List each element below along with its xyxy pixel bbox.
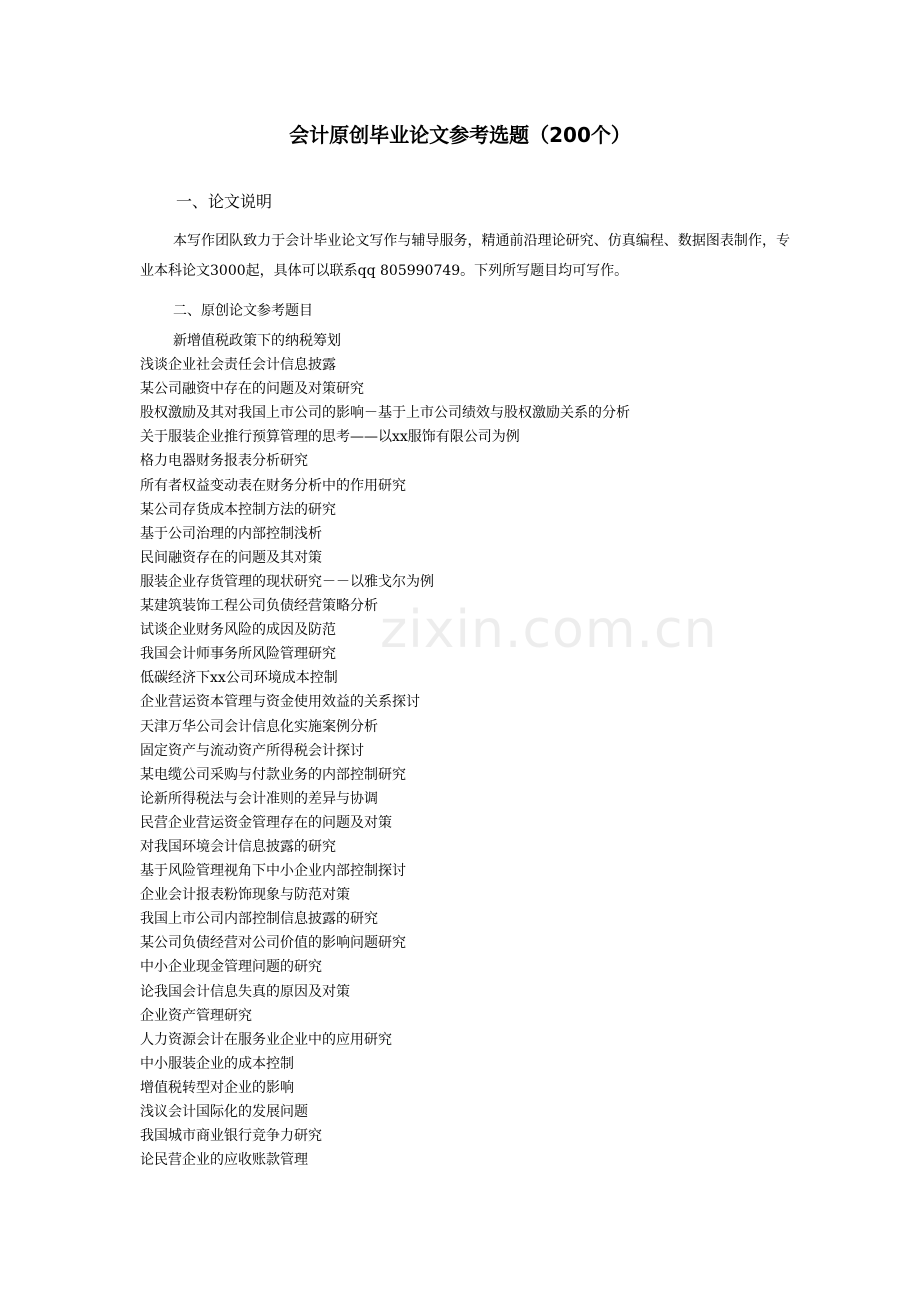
topic-item: 中小企业现金管理问题的研究 xyxy=(140,959,322,976)
topic-item: 基于公司治理的内部控制浅析 xyxy=(140,525,322,542)
topic-item: 论我国会计信息失真的原因及对策 xyxy=(140,983,350,1000)
topic-item: 民营企业营运资金管理存在的问题及对策 xyxy=(140,814,392,831)
intro-paragraph: 本写作团队致力于会计毕业论文写作与辅导服务，精通前沿理论研究、仿真编程、数据图表制作，专业本科论文3000起，具体可以联系qq 805990749。下列所写题目均可写作。 xyxy=(140,233,790,279)
topic-item: 我国上市公司内部控制信息披露的研究 xyxy=(140,911,378,928)
topic-item: 某公司负债经营对公司价值的影响问题研究 xyxy=(140,935,406,952)
topic-item: 企业营运资本管理与资金使用效益的关系探讨 xyxy=(140,694,420,711)
section-heading-paper-description: 一、论文说明 xyxy=(176,192,273,211)
topic-item: 中小服装企业的成本控制 xyxy=(140,1055,294,1072)
topic-item: 我国城市商业银行竞争力研究 xyxy=(140,1128,322,1145)
topic-item: 某建筑装饰工程公司负债经营策略分析 xyxy=(140,598,378,615)
topic-item: 低碳经济下xx公司环境成本控制 xyxy=(140,670,338,687)
section-heading-topics: 二、原创论文参考题目 xyxy=(173,303,313,319)
topic-item: 服装企业存货管理的现状研究－－以雅戈尔为例 xyxy=(140,573,434,590)
topic-item: 关于服装企业推行预算管理的思考——以xx服饰有限公司为例 xyxy=(140,429,520,446)
topic-item: 民间融资存在的问题及其对策 xyxy=(140,549,322,566)
topic-item: 所有者权益变动表在财务分析中的作用研究 xyxy=(140,477,406,494)
watermark: zixin.com.cn xyxy=(380,600,718,660)
topic-item: 格力电器财务报表分析研究 xyxy=(140,453,308,470)
topic-item: 人力资源会计在服务业企业中的应用研究 xyxy=(140,1031,392,1048)
topic-item: 增值税转型对企业的影响 xyxy=(140,1079,294,1096)
topic-item: 对我国环境会计信息披露的研究 xyxy=(140,838,336,855)
topic-item: 某公司存货成本控制方法的研究 xyxy=(140,501,336,518)
topic-list xyxy=(140,329,820,1172)
topic-item: 某公司融资中存在的问题及对策研究 xyxy=(140,381,364,398)
topic-item: 固定资产与流动资产所得税会计探讨 xyxy=(140,742,364,759)
topic-item: 论新所得税法与会计准则的差异与协调 xyxy=(140,790,378,807)
topic-item: 基于风险管理视角下中小企业内部控制探讨 xyxy=(140,863,406,880)
topic-item: 试谈企业财务风险的成因及防范 xyxy=(140,622,336,639)
topic-item: 浅谈企业社会责任会计信息披露 xyxy=(140,357,336,374)
topic-item: 新增值税政策下的纳税筹划 xyxy=(173,333,341,349)
topic-item: 浅议会计国际化的发展问题 xyxy=(140,1104,308,1120)
topic-item: 我国会计师事务所风险管理研究 xyxy=(140,646,336,663)
topic-item: 某电缆公司采购与付款业务的内部控制研究 xyxy=(140,766,406,783)
topic-item: 天津万华公司会计信息化实施案例分析 xyxy=(140,718,378,735)
topic-item: 企业会计报表粉饰现象与防范对策 xyxy=(140,887,350,904)
document-title: 会计原创毕业论文参考选题（200个） xyxy=(289,123,631,147)
topic-item: 企业资产管理研究 xyxy=(140,1007,252,1024)
topic-item: 论民营企业的应收账款管理 xyxy=(140,1152,308,1169)
topic-item: 股权激励及其对我国上市公司的影响－基于上市公司绩效与股权激励关系的分析 xyxy=(140,405,630,422)
